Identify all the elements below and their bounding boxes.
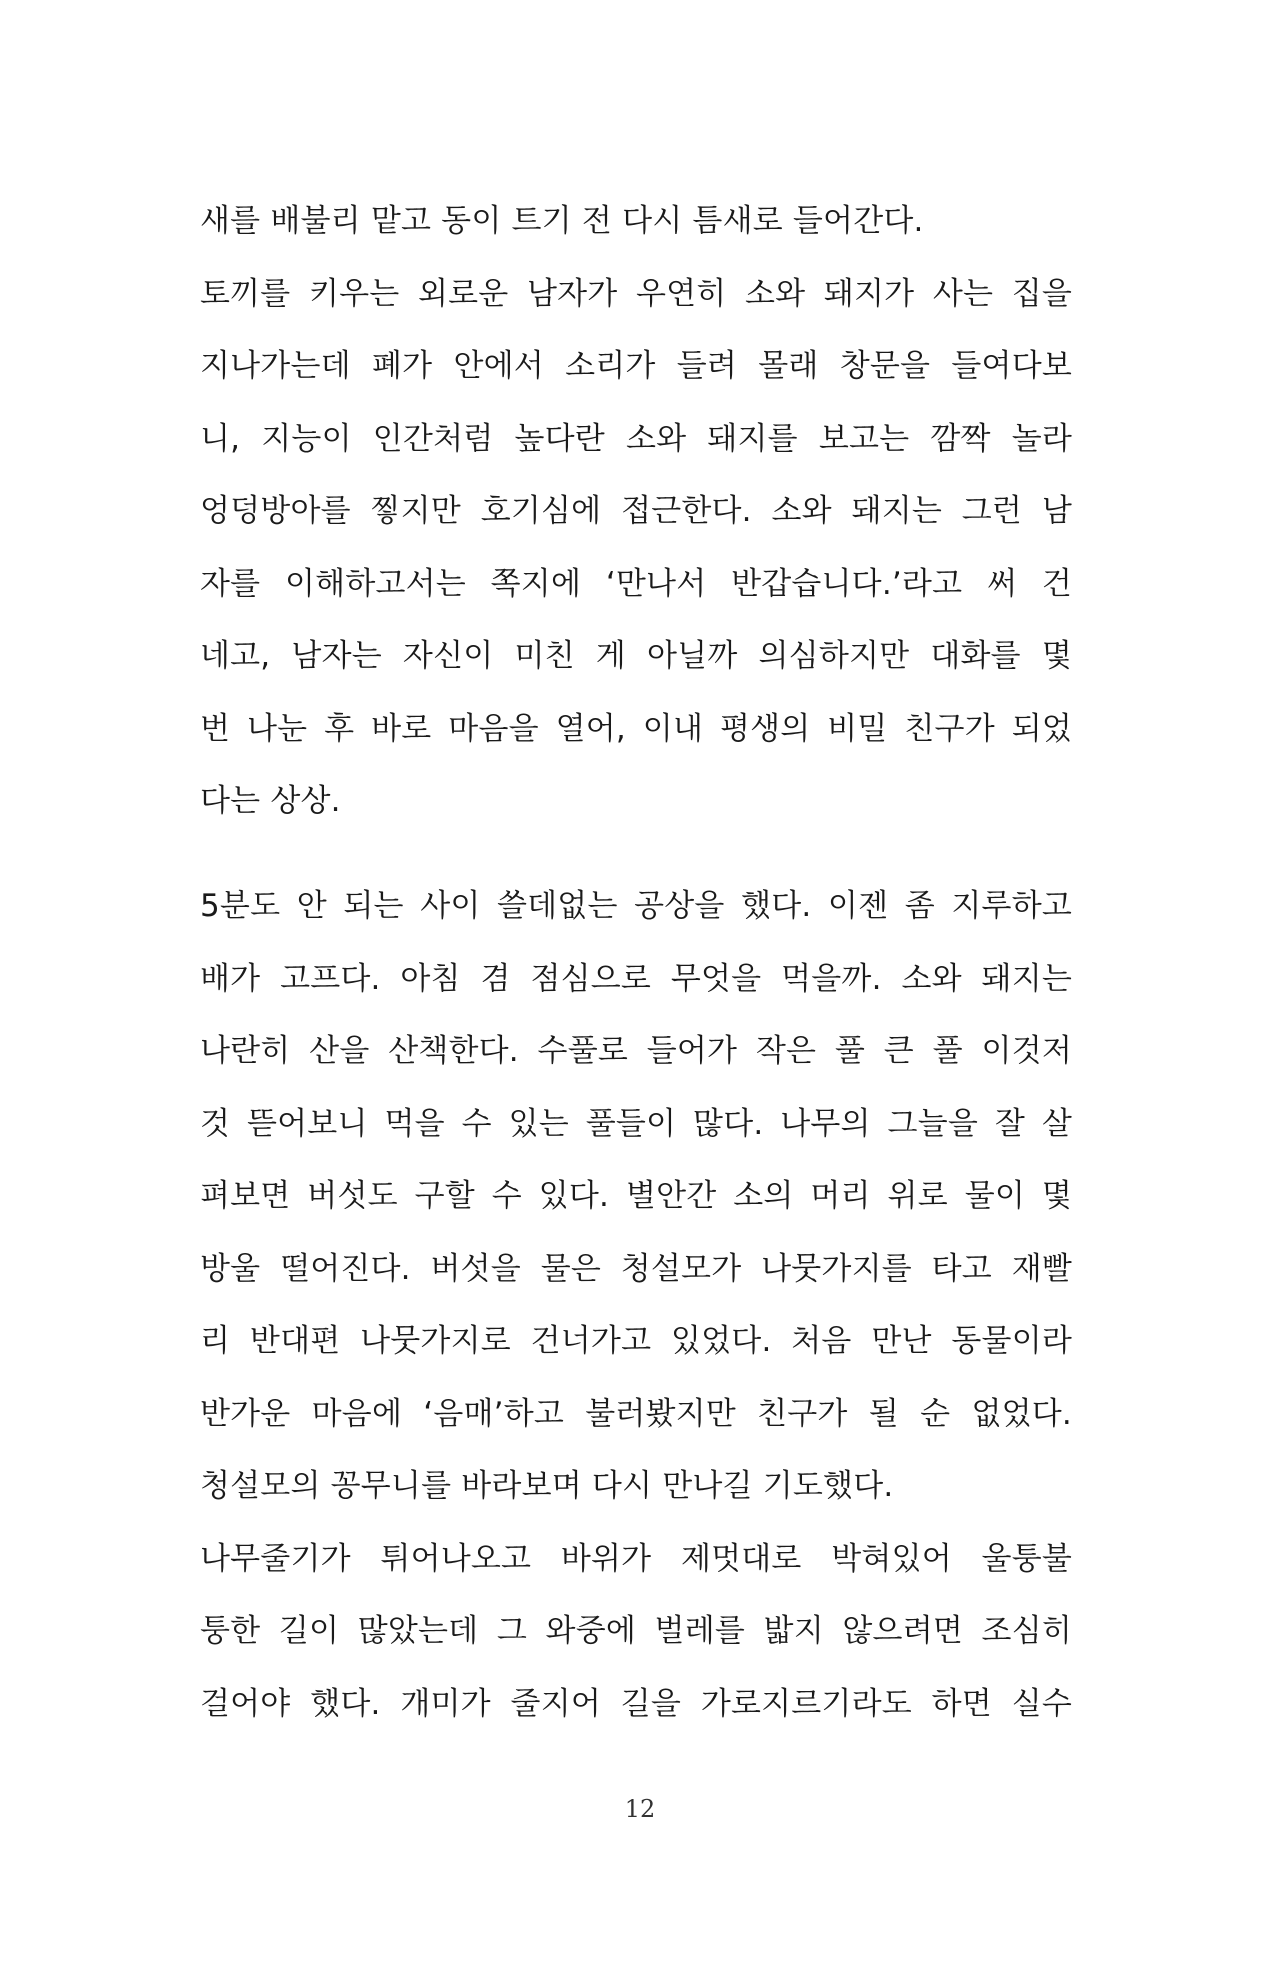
text-line: 반가운 마음에 ‘음매’하고 불러봤지만 친구가 될 순 없었다. — [200, 1395, 1072, 1432]
text-line: 다는 상상. — [200, 783, 341, 819]
text-line: 리 반대편 나뭇가지로 건너가고 있었다. 처음 만난 동물이라 — [200, 1323, 1072, 1359]
text-line: 지나가는데 폐가 안에서 소리가 들려 몰래 창문을 들여다보 — [200, 348, 1072, 384]
text-line: 청설모의 꽁무니를 바라보며 다시 만나길 기도했다. — [200, 1468, 894, 1504]
text-line: 것 뜯어보니 먹을 수 있는 풀들이 많다. 나무의 그늘을 잘 살 — [200, 1105, 1072, 1142]
text-line: 자를 이해하고서는 쪽지에 ‘만나서 반갑습니다.’라고 써 건 — [200, 565, 1072, 602]
text-line: 5분도 안 되는 사이 쓸데없는 공상을 했다. 이젠 좀 지루하고 — [200, 888, 1072, 924]
text-line: 토끼를 키우는 외로운 남자가 우연히 소와 돼지가 사는 집을 — [200, 275, 1072, 312]
text-line: 나란히 산을 산책한다. 수풀로 들어가 작은 풀 큰 풀 이것저 — [200, 1033, 1072, 1069]
text-line: 새를 배불리 맡고 동이 트기 전 다시 틈새로 들어간다. — [200, 203, 924, 239]
text-line: 배가 고프다. 아침 겸 점심으로 무엇을 먹을까. 소와 돼지는 — [200, 960, 1072, 997]
paragraph-1 — [200, 185, 1072, 838]
text-line: 펴보면 버섯도 구할 수 있다. 별안간 소의 머리 위로 물이 몇 — [200, 1178, 1072, 1214]
text-line: 나무줄기가 튀어나오고 바위가 제멋대로 박혀있어 울퉁불 — [200, 1540, 1072, 1577]
text-line: 네고, 남자는 자신이 미친 게 아닐까 의심하지만 대화를 몇 — [200, 638, 1072, 674]
paragraph-2 — [200, 870, 1072, 1740]
text-line: 걸어야 했다. 개미가 줄지어 길을 가로지르기라도 하면 실수 — [200, 1685, 1072, 1722]
text-line: 니, 지능이 인간처럼 높다란 소와 돼지를 보고는 깜짝 놀라 — [200, 420, 1072, 457]
page-number: 12 — [624, 1795, 656, 1823]
text-line: 엉덩방아를 찧지만 호기심에 접근한다. 소와 돼지는 그런 남 — [200, 493, 1072, 529]
text-line: 방울 떨어진다. 버섯을 물은 청설모가 나뭇가지를 타고 재빨 — [200, 1250, 1072, 1287]
text-line: 퉁한 길이 많았는데 그 와중에 벌레를 밟지 않으려면 조심히 — [200, 1613, 1072, 1649]
text-line: 번 나눈 후 바로 마음을 열어, 이내 평생의 비밀 친구가 되었 — [200, 710, 1072, 747]
